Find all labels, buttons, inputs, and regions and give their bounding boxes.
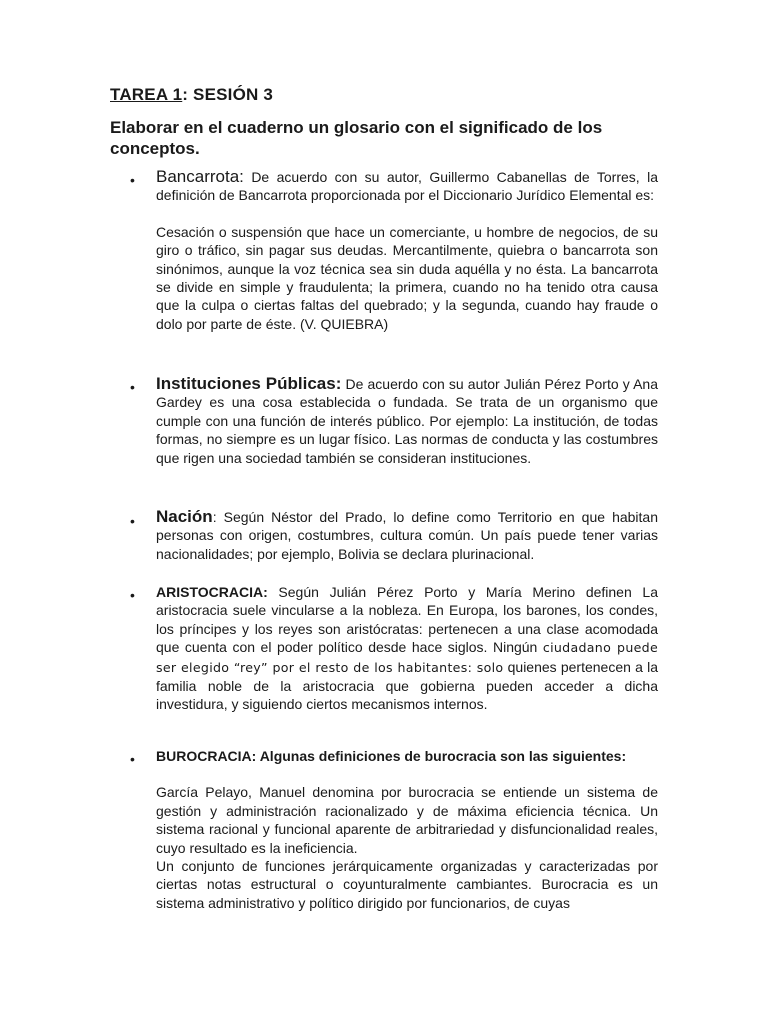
term-bancarrota: Bancarrota: <box>156 167 244 186</box>
bancarrota-intro: De acuerdo con su autor, Guillermo Cabanellas de Torres, la definición de Bancarrota proporcionada por el Diccionario Jurídico Elemental es: <box>156 169 658 204</box>
nacion-colon: : <box>212 509 217 525</box>
term-burocracia: BUROCRACIA: Algunas definiciones de burocracia son las siguientes: <box>156 748 627 764</box>
glossary-entry-burocracia <box>156 747 658 912</box>
bullet-marker: • <box>130 587 135 603</box>
aristocracia-text-a: Según Julián Pérez Porto y María Merino definen La aristocracia suele vincularse a la nobleza. En Europa, los barones, los condes, los príncipes y los reyes son aristócratas: pertenecen a una clase acomodada que cuenta con el poder político desde hace siglos. Ningún <box>156 584 658 656</box>
bullet-marker: • <box>130 751 135 767</box>
instituciones-definition: De acuerdo con su autor Julián Pérez Porto y Ana Gardey es una cosa establecida o fundada. Se trata de un organismo que cumple con una función de interés público. Por ejemplo: La institución, de todas formas, no siempre es un lugar físico. Las normas de conducta y las costumbres que rigen una sociedad también se consideran instituciones. <box>156 376 658 466</box>
glossary-entry-nacion <box>156 508 658 563</box>
glossary-entry-aristocracia <box>156 583 658 714</box>
title-session: : SESIÓN 3 <box>182 85 274 104</box>
bullet-marker: • <box>130 513 135 529</box>
bullet-marker: • <box>130 379 135 395</box>
title-task: TAREA 1 <box>110 85 183 104</box>
term-nacion: Nación <box>156 507 213 526</box>
nacion-author: Según Néstor del Prado, lo define como <box>216 509 491 525</box>
page-title <box>110 85 273 105</box>
burocracia-definition-1: García Pelayo, Manuel denomina por burocracia se entiende un sistema de gestión y administración racionalizado y de máxima eficiencia técnica. Un sistema racional y funcional aparente de arbitrariedad y disfuncionalidad reales, cuyo resultado es la ineficiencia. <box>156 784 658 856</box>
glossary-entry-bancarrota <box>156 168 658 333</box>
bullet-marker: • <box>130 172 135 188</box>
bancarrota-definition: Cesación o suspensión que hace un comerciante, u hombre de negocios, de su giro o tráfico, sin pagar sus deudas. Mercantilmente, quiebra o bancarrota son sinónimos, aunque la voz técnica sea sin duda aquélla y no ésta. La bancarrota se divide en simple y fraudulenta; la primera, cuando no ha tenido otra causa que la culpa o ciertas faltas del quebrado; y la segunda, cuando hay fraude o dolo por parte de éste. (V. QUIEBRA) <box>156 223 658 332</box>
burocracia-definition-2: Un conjunto de funciones jerárquicamente organizadas y caracterizadas por ciertas notas estructural o coyunturalmente cambiantes. Burocracia es un sistema administrativo y político dirigido por funcionarios, de cuyas <box>156 858 658 911</box>
assignment-heading: Elaborar en el cuaderno un glosario con el significado de los conceptos. <box>110 118 603 158</box>
glossary-entry-instituciones <box>156 375 658 467</box>
term-aristocracia: ARISTOCRACIA: <box>156 584 268 600</box>
aristocracia-text-b: ciudadano puede ser elegido “rey” por el resto de los habitantes: solo <box>156 640 658 675</box>
aristocracia-text-c: quienes pertenecen a la familia noble de la aristocracia que gobierna pueden acceder a dicha investidura, y siguiendo ciertos mecanismos internos. <box>156 658 658 713</box>
term-instituciones: Instituciones Públicas: <box>156 374 342 393</box>
nacion-definition: Territorio en que habitan personas con origen, costumbres, cultura común. Un país puede tener varias nacionalidades; por ejemplo, Bolivia se declara plurinacional. <box>156 509 658 562</box>
